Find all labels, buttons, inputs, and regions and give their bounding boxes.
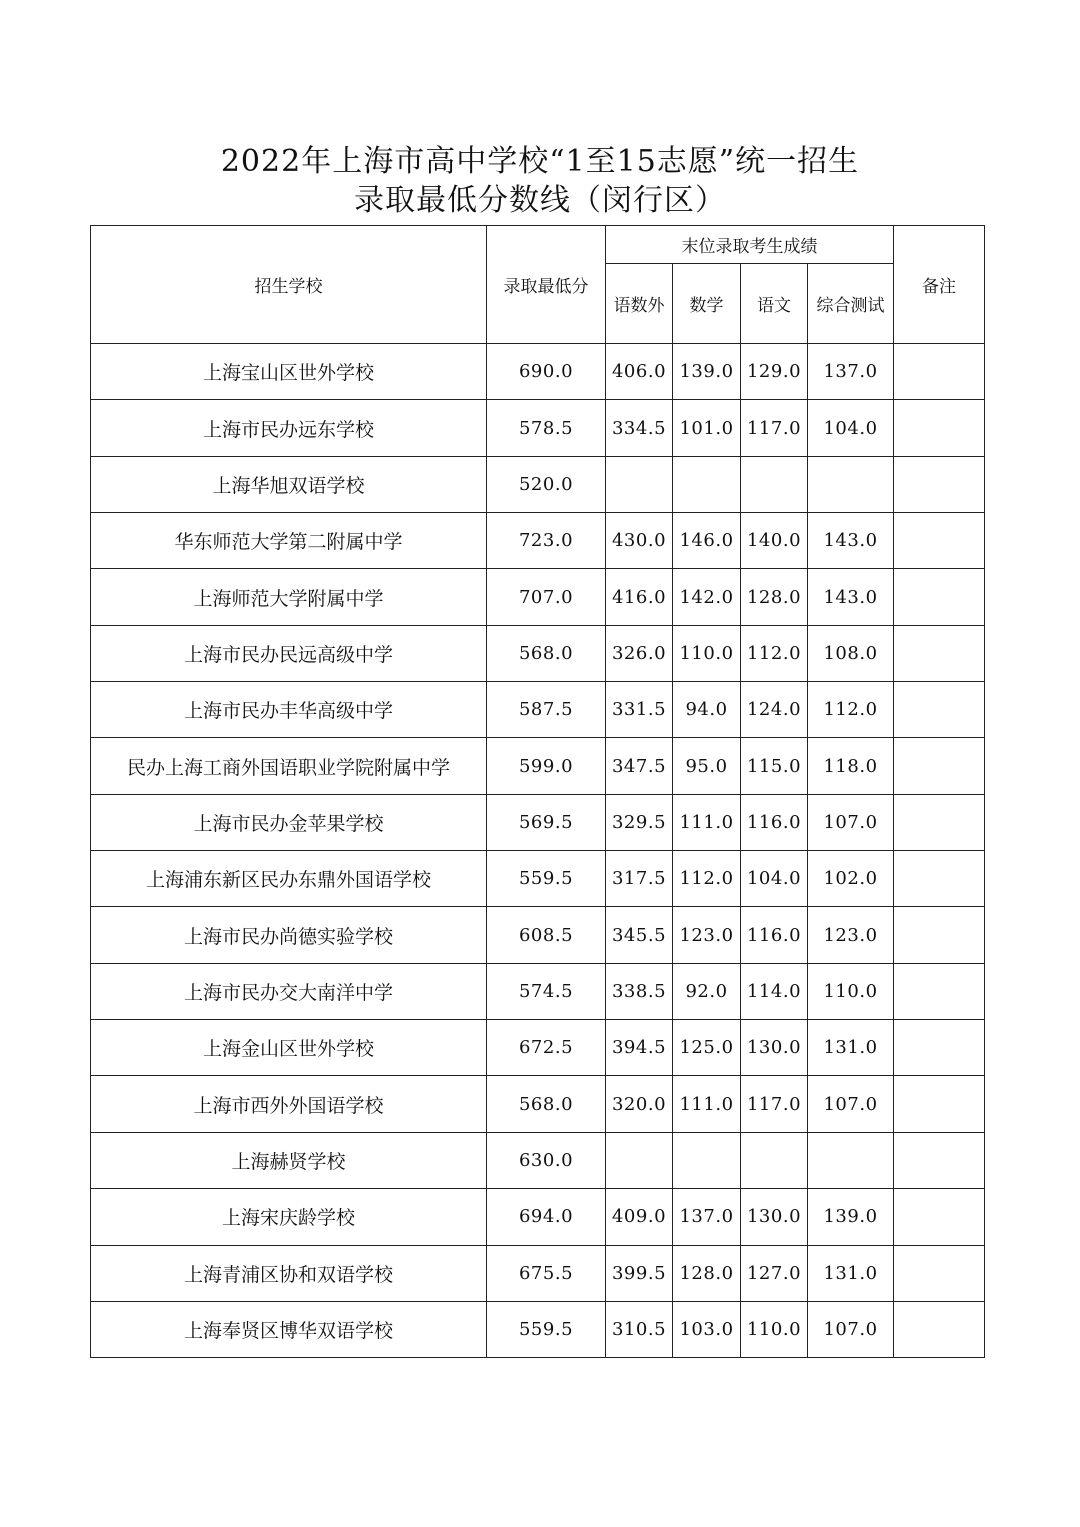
table-row — [91, 907, 985, 963]
school-cell: 上海宋庆龄学校 — [91, 1189, 487, 1245]
ysw-score-cell: 310.5 — [606, 1301, 673, 1357]
min-score-cell: 520.0 — [487, 456, 606, 512]
table-row — [91, 1189, 985, 1245]
school-cell: 上海师范大学附属中学 — [91, 569, 487, 625]
math-score-cell: 139.0 — [673, 344, 741, 400]
chinese-score-cell: 129.0 — [741, 344, 808, 400]
remark-cell — [894, 1189, 985, 1245]
ysw-score-cell: 394.5 — [606, 1020, 673, 1076]
school-cell: 上海市民办金苹果学校 — [91, 794, 487, 850]
remark-cell — [894, 400, 985, 456]
header-ysw: 语数外 — [606, 264, 673, 344]
ysw-score-cell: 430.0 — [606, 513, 673, 569]
min-score-cell: 608.5 — [487, 907, 606, 963]
min-score-cell: 587.5 — [487, 682, 606, 738]
table-row — [91, 851, 985, 907]
ysw-score-cell: 329.5 — [606, 794, 673, 850]
math-score-cell: 110.0 — [673, 625, 741, 681]
min-score-cell: 574.5 — [487, 963, 606, 1019]
ysw-score-cell: 399.5 — [606, 1245, 673, 1301]
ysw-score-cell — [606, 456, 673, 512]
ysw-score-cell: 326.0 — [606, 625, 673, 681]
school-cell: 华东师范大学第二附属中学 — [91, 513, 487, 569]
min-score-cell: 568.0 — [487, 625, 606, 681]
min-score-cell: 630.0 — [487, 1132, 606, 1188]
math-score-cell: 142.0 — [673, 569, 741, 625]
school-cell: 上海市民办远东学校 — [91, 400, 487, 456]
chinese-score-cell: 124.0 — [741, 682, 808, 738]
comprehensive-score-cell: 139.0 — [808, 1189, 894, 1245]
remark-cell — [894, 963, 985, 1019]
header-last-admitted: 末位录取考生成绩 — [606, 226, 894, 264]
min-score-cell: 599.0 — [487, 738, 606, 794]
header-chinese: 语文 — [741, 264, 808, 344]
table-row — [91, 1020, 985, 1076]
remark-cell — [894, 738, 985, 794]
school-cell: 上海华旭双语学校 — [91, 456, 487, 512]
math-score-cell: 101.0 — [673, 400, 741, 456]
min-score-cell: 723.0 — [487, 513, 606, 569]
remark-cell — [894, 456, 985, 512]
remark-cell — [894, 1076, 985, 1132]
chinese-score-cell: 104.0 — [741, 851, 808, 907]
remark-cell — [894, 907, 985, 963]
comprehensive-score-cell — [808, 1132, 894, 1188]
comprehensive-score-cell: 123.0 — [808, 907, 894, 963]
math-score-cell: 125.0 — [673, 1020, 741, 1076]
table-row — [91, 1245, 985, 1301]
chinese-score-cell: 130.0 — [741, 1189, 808, 1245]
math-score-cell: 95.0 — [673, 738, 741, 794]
remark-cell — [894, 569, 985, 625]
min-score-cell: 559.5 — [487, 851, 606, 907]
remark-cell — [894, 1020, 985, 1076]
school-cell: 上海奉贤区博华双语学校 — [91, 1301, 487, 1357]
comprehensive-score-cell: 131.0 — [808, 1245, 894, 1301]
comprehensive-score-cell: 102.0 — [808, 851, 894, 907]
ysw-score-cell: 320.0 — [606, 1076, 673, 1132]
remark-cell — [894, 1245, 985, 1301]
math-score-cell: 92.0 — [673, 963, 741, 1019]
min-score-cell: 672.5 — [487, 1020, 606, 1076]
math-score-cell: 128.0 — [673, 1245, 741, 1301]
table-row — [91, 1132, 985, 1188]
ysw-score-cell: 406.0 — [606, 344, 673, 400]
math-score-cell: 146.0 — [673, 513, 741, 569]
table-row — [91, 1301, 985, 1357]
table-row — [91, 456, 985, 512]
comprehensive-score-cell: 107.0 — [808, 1301, 894, 1357]
comprehensive-score-cell: 143.0 — [808, 569, 894, 625]
table-row — [91, 569, 985, 625]
table-row — [91, 963, 985, 1019]
min-score-cell: 578.5 — [487, 400, 606, 456]
ysw-score-cell: 331.5 — [606, 682, 673, 738]
header-remark: 备注 — [894, 226, 985, 344]
math-score-cell — [673, 456, 741, 512]
math-score-cell: 123.0 — [673, 907, 741, 963]
comprehensive-score-cell: 107.0 — [808, 1076, 894, 1132]
ysw-score-cell: 338.5 — [606, 963, 673, 1019]
math-score-cell: 94.0 — [673, 682, 741, 738]
header-school: 招生学校 — [91, 226, 487, 344]
math-score-cell: 112.0 — [673, 851, 741, 907]
comprehensive-score-cell: 118.0 — [808, 738, 894, 794]
school-cell: 民办上海工商外国语职业学院附属中学 — [91, 738, 487, 794]
chinese-score-cell: 115.0 — [741, 738, 808, 794]
school-cell: 上海市民办民远高级中学 — [91, 625, 487, 681]
min-score-cell: 559.5 — [487, 1301, 606, 1357]
header-math: 数学 — [673, 264, 741, 344]
comprehensive-score-cell: 104.0 — [808, 400, 894, 456]
chinese-score-cell — [741, 456, 808, 512]
chinese-score-cell: 114.0 — [741, 963, 808, 1019]
table-row — [91, 625, 985, 681]
school-cell: 上海金山区世外学校 — [91, 1020, 487, 1076]
remark-cell — [894, 513, 985, 569]
table-row — [91, 682, 985, 738]
school-cell: 上海浦东新区民办东鼎外国语学校 — [91, 851, 487, 907]
ysw-score-cell — [606, 1132, 673, 1188]
chinese-score-cell: 128.0 — [741, 569, 808, 625]
remark-cell — [894, 625, 985, 681]
comprehensive-score-cell: 137.0 — [808, 344, 894, 400]
math-score-cell: 111.0 — [673, 1076, 741, 1132]
comprehensive-score-cell: 110.0 — [808, 963, 894, 1019]
chinese-score-cell: 117.0 — [741, 1076, 808, 1132]
table-row — [91, 738, 985, 794]
ysw-score-cell: 416.0 — [606, 569, 673, 625]
document-title-line1: 2022年上海市高中学校“1至15志愿”统一招生 — [220, 144, 860, 179]
remark-cell — [894, 1132, 985, 1188]
ysw-score-cell: 409.0 — [606, 1189, 673, 1245]
chinese-score-cell: 127.0 — [741, 1245, 808, 1301]
chinese-score-cell — [741, 1132, 808, 1188]
document-title-line2: 录取最低分数线（闵行区） — [354, 183, 726, 218]
min-score-cell: 707.0 — [487, 569, 606, 625]
comprehensive-score-cell: 131.0 — [808, 1020, 894, 1076]
comprehensive-score-cell: 143.0 — [808, 513, 894, 569]
min-score-cell: 568.0 — [487, 1076, 606, 1132]
chinese-score-cell: 116.0 — [741, 794, 808, 850]
table-row — [91, 1076, 985, 1132]
ysw-score-cell: 334.5 — [606, 400, 673, 456]
school-cell: 上海赫贤学校 — [91, 1132, 487, 1188]
school-cell: 上海宝山区世外学校 — [91, 344, 487, 400]
remark-cell — [894, 344, 985, 400]
chinese-score-cell: 140.0 — [741, 513, 808, 569]
table-row — [91, 794, 985, 850]
math-score-cell: 137.0 — [673, 1189, 741, 1245]
school-cell: 上海市民办交大南洋中学 — [91, 963, 487, 1019]
table-row — [91, 400, 985, 456]
ysw-score-cell: 347.5 — [606, 738, 673, 794]
chinese-score-cell: 130.0 — [741, 1020, 808, 1076]
math-score-cell — [673, 1132, 741, 1188]
min-score-cell: 690.0 — [487, 344, 606, 400]
ysw-score-cell: 345.5 — [606, 907, 673, 963]
comprehensive-score-cell — [808, 456, 894, 512]
math-score-cell: 103.0 — [673, 1301, 741, 1357]
ysw-score-cell: 317.5 — [606, 851, 673, 907]
table-body — [91, 344, 985, 1358]
comprehensive-score-cell: 107.0 — [808, 794, 894, 850]
school-cell: 上海青浦区协和双语学校 — [91, 1245, 487, 1301]
remark-cell — [894, 682, 985, 738]
chinese-score-cell: 110.0 — [741, 1301, 808, 1357]
chinese-score-cell: 117.0 — [741, 400, 808, 456]
header-comprehensive: 综合测试 — [808, 264, 894, 344]
remark-cell — [894, 851, 985, 907]
chinese-score-cell: 116.0 — [741, 907, 808, 963]
remark-cell — [894, 794, 985, 850]
min-score-cell: 694.0 — [487, 1189, 606, 1245]
comprehensive-score-cell: 112.0 — [808, 682, 894, 738]
math-score-cell: 111.0 — [673, 794, 741, 850]
table-row — [91, 513, 985, 569]
header-min-score: 录取最低分 — [487, 226, 606, 344]
remark-cell — [894, 1301, 985, 1357]
school-cell: 上海市民办丰华高级中学 — [91, 682, 487, 738]
min-score-cell: 675.5 — [487, 1245, 606, 1301]
school-cell: 上海市西外外国语学校 — [91, 1076, 487, 1132]
table-row — [91, 344, 985, 400]
school-cell: 上海市民办尚德实验学校 — [91, 907, 487, 963]
min-score-cell: 569.5 — [487, 794, 606, 850]
chinese-score-cell: 112.0 — [741, 625, 808, 681]
comprehensive-score-cell: 108.0 — [808, 625, 894, 681]
admission-score-table — [90, 225, 985, 1358]
